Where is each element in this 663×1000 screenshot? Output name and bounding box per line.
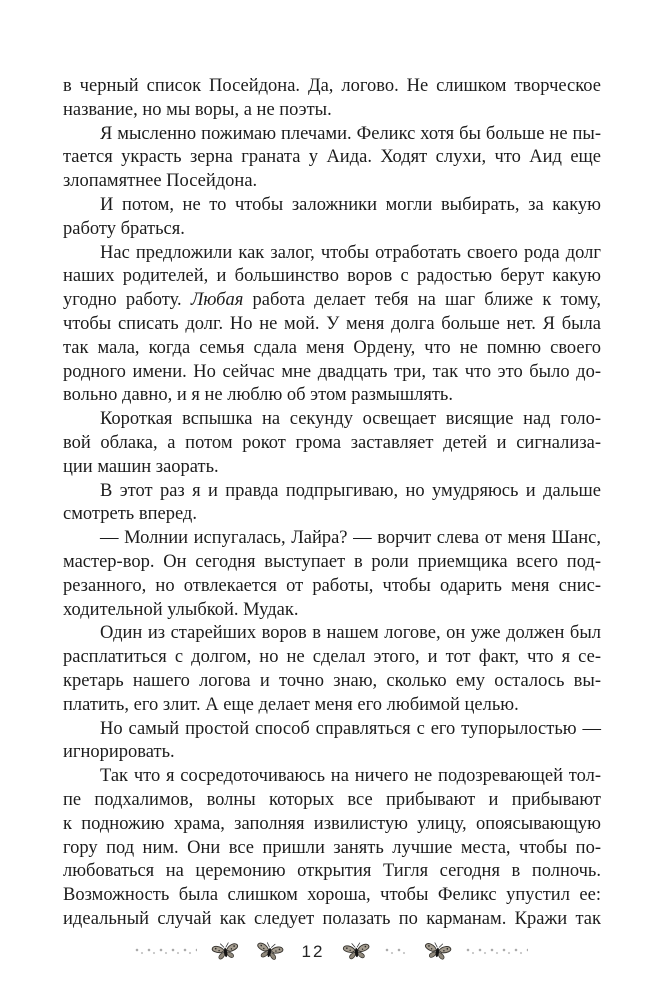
- paragraph: [63, 480, 601, 528]
- text-line: кретарь нашего логова и точно знаю, сколько ему осталось вы-: [63, 670, 601, 691]
- text-segment: угодно работу.: [63, 290, 191, 311]
- text-line: смотреть вперед.: [63, 504, 197, 525]
- text-line: вольно давно, и я не люблю об этом размышлять.: [63, 385, 453, 406]
- butterfly-icon: [252, 938, 287, 965]
- text-line: Так что я сосредоточиваюсь на ничего не подозревающей тол-: [100, 766, 601, 787]
- dotted-trail-mid: [385, 948, 409, 955]
- text-line: ции машин заорать.: [63, 456, 219, 477]
- italic-text: Любая: [190, 290, 244, 311]
- paragraph: [63, 765, 601, 932]
- text-line: платить, его злит. А еще делает меня его любимой целью.: [63, 694, 519, 715]
- text-line: любоваться на церемонию открытия Тигля сегодня в полночь.: [63, 861, 601, 882]
- text-line: В этот раз я и правда подпрыгиваю, но умудряюсь и дальше: [100, 480, 601, 501]
- text-line: мастер-вор. Он сегодня выступает в роли приемщика всего под-: [63, 551, 601, 572]
- page-number: 12: [301, 941, 325, 961]
- text-line: Я мысленно пожимаю плечами. Феликс хотя бы больше не пы-: [100, 123, 601, 144]
- text-line: пе подхалимов, волны которых все прибывают и прибывают: [63, 789, 601, 810]
- text-line: Но самый простой способ справляться с его тупорылостью —: [100, 718, 601, 739]
- text-line: работу браться.: [63, 218, 185, 239]
- text-segment: работа делает тебя на шаг ближе к тому,: [243, 290, 602, 311]
- dotted-trail-left: [135, 948, 197, 955]
- paragraph: [63, 527, 601, 622]
- text-line: — Молнии испугалась, Лайра? — ворчит слева от меня Шанс,: [100, 528, 601, 549]
- butterfly-icon: [208, 939, 242, 964]
- paragraph: [63, 75, 601, 123]
- text-line: злопамятнее Посейдона.: [63, 171, 258, 192]
- text-line: Один из старейших воров в нашем логове, он уже должен был: [100, 623, 601, 644]
- text-line: Возможность была слишком хороша, чтобы Феликс упустил ее:: [63, 885, 601, 906]
- paragraph: [63, 408, 601, 479]
- text-line: название, но мы воры, а не поэты.: [63, 99, 332, 120]
- text-line: в черный список Посейдона. Да, логово. Не слишком творческое: [63, 76, 601, 96]
- paragraph: [63, 194, 601, 242]
- text-line: гору под ним. Они все пришли занять лучшие места, чтобы по-: [63, 837, 601, 858]
- paragraph: [63, 718, 601, 766]
- text-line: ходительной улыбкой. Мудак.: [63, 599, 299, 620]
- text-line: идеальный случай как следует полазать по карманам. Кражи так: [63, 908, 601, 929]
- text-line: расплатиться с долгом, но не сделал этого, и тот факт, что я се-: [63, 647, 601, 668]
- text-line: к подножию храма, заполняя извилистую улицу, опоясывающую: [63, 813, 601, 834]
- butterfly-icon: [341, 940, 374, 964]
- text-line: родного имени. Но сейчас мне двадцать три, так что это было до-: [63, 361, 601, 382]
- text-line: [63, 289, 601, 313]
- dotted-trail-right: [466, 948, 528, 955]
- text-line: игнорировать.: [63, 742, 175, 763]
- text-line: так мала, когда семья сдала меня Ордену, что не помню своего: [63, 337, 601, 358]
- text-line: тается украсть зерна граната у Аида. Ходят слухи, что Аид еще: [63, 147, 601, 168]
- paragraph: [63, 242, 601, 409]
- text-line: И потом, не то чтобы заложники могли выбирать, за какую: [100, 194, 601, 215]
- paragraph: [63, 123, 601, 194]
- butterfly-icon: [421, 939, 455, 965]
- text-line: Нас предложили как залог, чтобы отработать своего рода долг: [100, 242, 601, 263]
- text-line: Короткая вспышка на секунду освещает висящие над голо-: [100, 409, 601, 430]
- paragraph: [63, 622, 601, 717]
- text-line: наших родителей, и большинство воров с радостью берут какую: [63, 266, 601, 287]
- page-footer: [0, 941, 663, 962]
- text-line: чтобы списать долг. Но не мой. У меня долга больше нет. Я была: [63, 313, 601, 334]
- text-line: резанного, но отвлекается от работы, чтобы одарить меня снис-: [63, 575, 601, 596]
- page-text: [63, 75, 601, 932]
- text-line: вой облака, а потом рокот грома заставляет детей и сигнализа-: [63, 432, 601, 453]
